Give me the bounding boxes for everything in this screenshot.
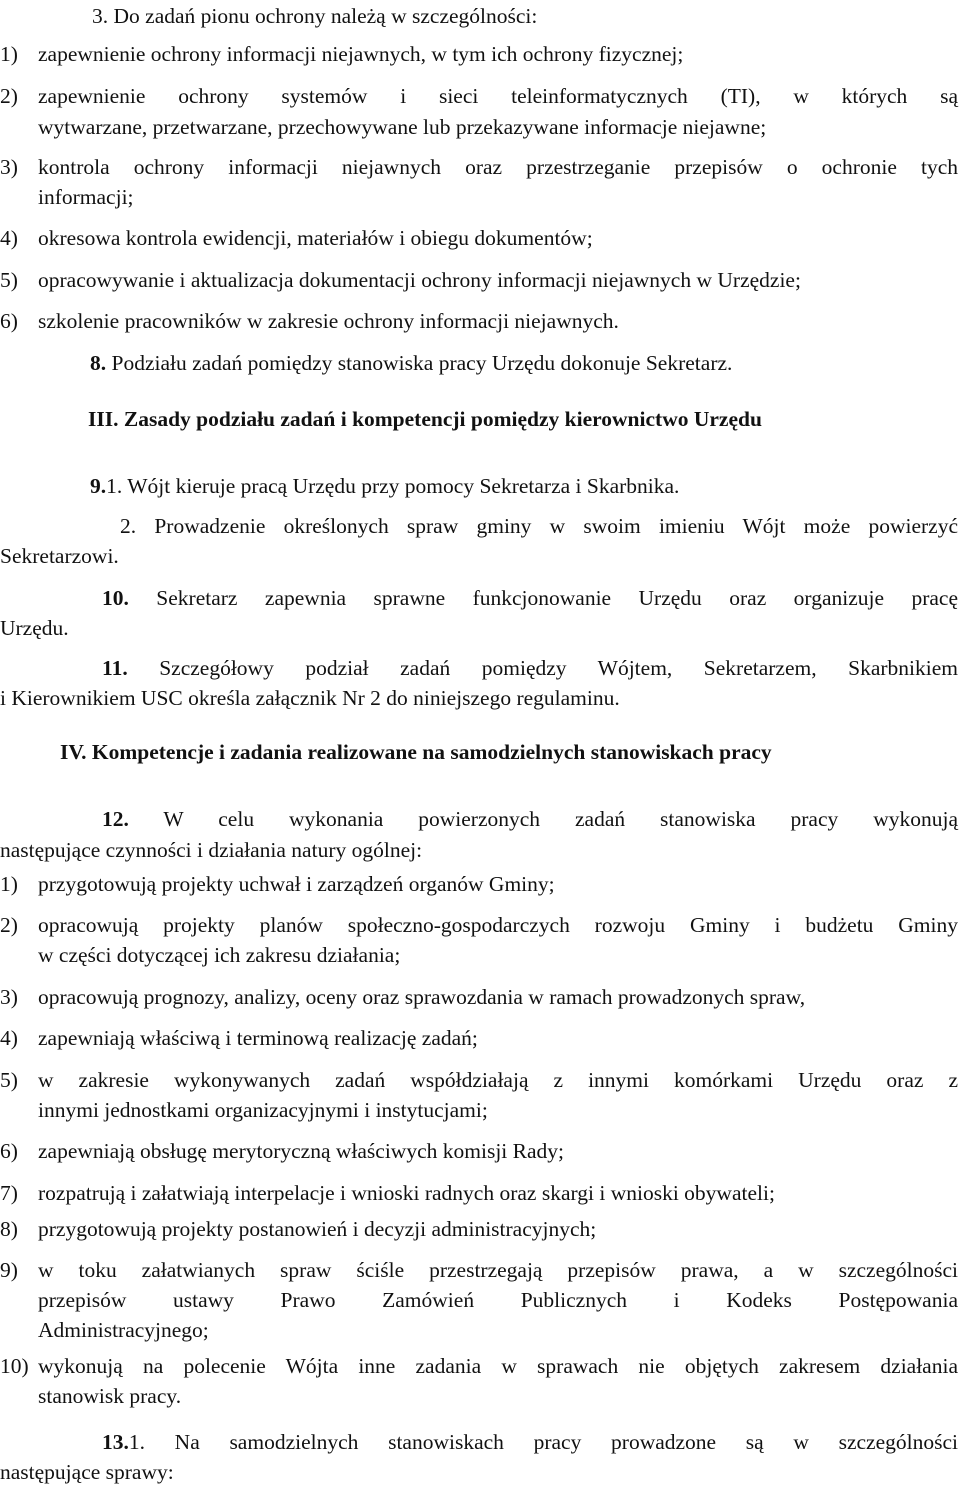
paragraph-text: Sekretarzowi.: [0, 544, 119, 568]
paragraph-10: [102, 588, 958, 610]
list-text: w toku załatwianych spraw ściśle przestrzegają przepisów prawa, a w szczególności: [38, 1258, 958, 1282]
list-text: szkolenie pracowników w zakresie ochrony informacji niejawnych.: [38, 309, 619, 333]
intro-item-3: 3. Do zadań pionu ochrony należą w szczególności:: [92, 4, 538, 28]
paragraph-text: Podziału zadań pomiędzy stanowiska pracy Urzędu dokonuje Sekretarz.: [106, 351, 733, 375]
paragraph-mark: 12.: [102, 807, 129, 831]
list-number: 6): [0, 309, 18, 333]
list-number: 2): [0, 913, 18, 937]
paragraph-9-1: [90, 476, 960, 498]
list-number: 7): [0, 1181, 18, 1205]
list-text: w części dotyczącej ich zakresu działania;: [38, 943, 401, 967]
paragraph-11: [102, 658, 958, 680]
paragraph-text: Szczegółowy podział zadań pomiędzy Wójtem, Sekretarzem, Skarbnikiem: [127, 656, 958, 680]
list-text: stanowisk pracy.: [38, 1384, 182, 1408]
subparagraph-number: 2.: [120, 514, 137, 538]
list-number: 4): [0, 226, 18, 250]
list-number: 2): [0, 84, 18, 108]
list-text: opracowywanie i aktualizacja dokumentacji ochrony informacji niejawnych w Urzędzie;: [38, 268, 801, 292]
section-title: Zasady podziału zadań i kompetencji pomiędzy kierownictwo Urzędu: [118, 407, 762, 431]
paragraph-text: Urzędu.: [0, 616, 69, 640]
list-number: 8): [0, 1217, 18, 1241]
list-number: 1): [0, 42, 18, 66]
section-number: IV.: [60, 740, 87, 764]
list-number: 3): [0, 155, 18, 179]
paragraph-text: następujące czynności i działania natury ogólnej:: [0, 838, 423, 862]
paragraph-text: i Kierownikiem USC określa załącznik Nr 2 do niniejszego regulaminu.: [0, 686, 620, 710]
list-number: 1): [0, 872, 18, 896]
paragraph-mark: 10.: [102, 586, 129, 610]
list-number: 5): [0, 1068, 18, 1092]
list-text: zapewniają obsługę merytoryczną właściwych komisji Rady;: [38, 1139, 564, 1163]
list-text: informacji;: [38, 185, 134, 209]
section-heading-iv: [60, 742, 960, 764]
list-number: 10): [0, 1354, 29, 1378]
paragraph-mark: 13.: [102, 1430, 129, 1454]
paragraph-text: 1. Wójt kieruje pracą Urzędu przy pomocy Sekretarza i Skarbnika.: [106, 474, 680, 498]
list-text: wykonują na polecenie Wójta inne zadania w sprawach nie objętych zakresem działania: [38, 1354, 958, 1378]
section-heading-iii: [88, 409, 960, 431]
list-number: 4): [0, 1026, 18, 1050]
list-number: 3): [0, 985, 18, 1009]
paragraph-mark: 11.: [102, 656, 128, 680]
paragraph-mark: 8.: [90, 351, 107, 375]
list-text: wytwarzane, przetwarzane, przechowywane lub przekazywane informacje niejawne;: [38, 115, 767, 139]
list-text: Administracyjnego;: [38, 1318, 209, 1342]
paragraph-mark: 9.: [90, 474, 107, 498]
list-number: 5): [0, 268, 18, 292]
paragraph-text: 1. Na samodzielnych stanowiskach pracy prowadzone są w szczególności: [128, 1430, 958, 1454]
list-text: w zakresie wykonywanych zadań współdziałają z innymi komórkami Urzędu oraz z: [38, 1068, 958, 1092]
paragraph-text: Prowadzenie określonych spraw gminy w swoim imieniu Wójt może powierzyć: [136, 514, 958, 538]
list-text: opracowują projekty planów społeczno-gospodarczych rozwoju Gminy i budżetu Gminy: [38, 913, 958, 937]
list-text: zapewniają właściwą i terminową realizację zadań;: [38, 1026, 478, 1050]
paragraph-13: [102, 1432, 958, 1454]
list-text: przygotowują projekty uchwał i zarządzeń organów Gminy;: [38, 872, 555, 896]
paragraph-12: [102, 809, 958, 831]
list-number: 6): [0, 1139, 18, 1163]
list-text: przepisów ustawy Prawo Zamówień Publicznych i Kodeks Postępowania: [38, 1288, 958, 1312]
list-text: zapewnienie ochrony informacji niejawnych, w tym ich ochrony fizycznej;: [38, 42, 684, 66]
list-text: przygotowują projekty postanowień i decyzji administracyjnych;: [38, 1217, 597, 1241]
paragraph-text: następujące sprawy:: [0, 1460, 174, 1484]
paragraph-text: Sekretarz zapewnia sprawne funkcjonowanie Urzędu oraz organizuje pracę: [128, 586, 958, 610]
list-text: kontrola ochrony informacji niejawnych oraz przestrzeganie przepisów o ochronie tych: [38, 155, 958, 179]
list-text: zapewnienie ochrony systemów i sieci teleinformatycznych (TI), w których są: [38, 84, 958, 108]
paragraph-text: W celu wykonania powierzonych zadań stanowiska pracy wykonują: [128, 807, 958, 831]
paragraph-9-2: [120, 516, 958, 538]
list-text: innymi jednostkami organizacyjnymi i instytucjami;: [38, 1098, 488, 1122]
list-text: rozpatrują i załatwiają interpelacje i wnioski radnych oraz skargi i wnioski obywateli;: [38, 1181, 775, 1205]
section-number: III.: [88, 407, 119, 431]
list-number: 9): [0, 1258, 18, 1282]
section-title: Kompetencje i zadania realizowane na samodzielnych stanowiskach pracy: [86, 740, 772, 764]
list-text: opracowują prognozy, analizy, oceny oraz sprawozdania w ramach prowadzonych spraw,: [38, 985, 806, 1009]
list-text: okresowa kontrola ewidencji, materiałów i obiegu dokumentów;: [38, 226, 593, 250]
paragraph-8: [90, 353, 960, 375]
